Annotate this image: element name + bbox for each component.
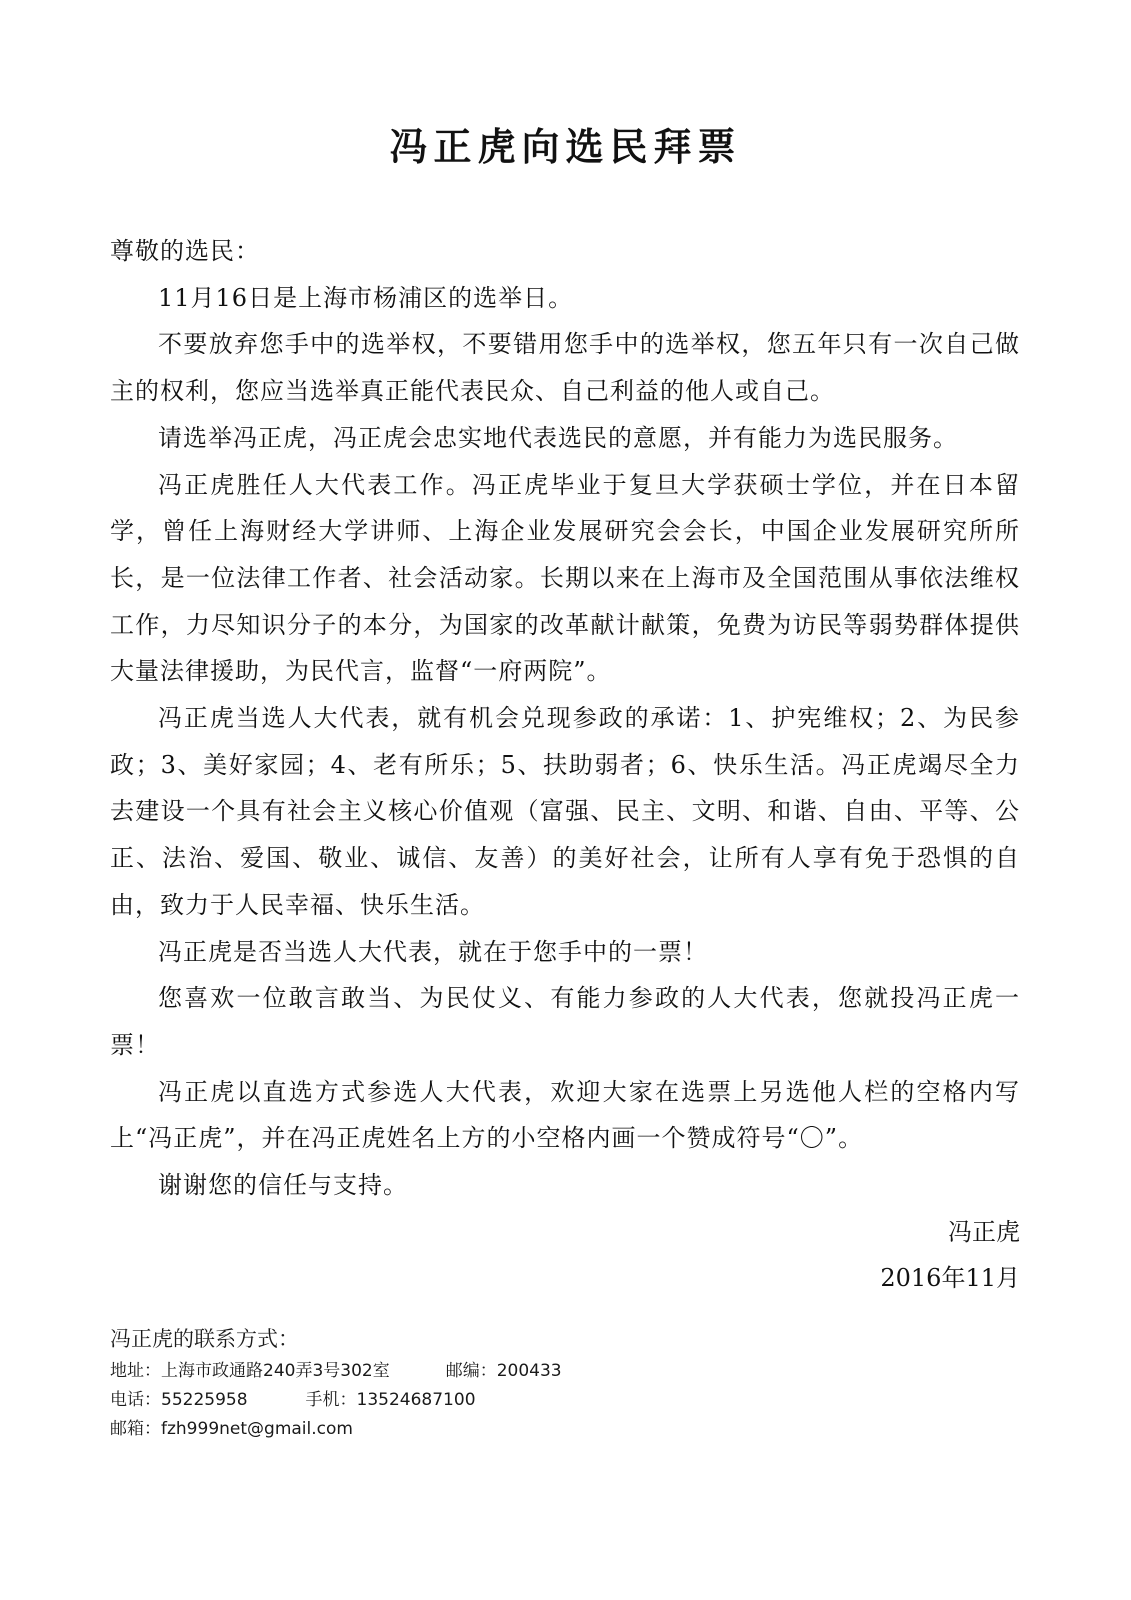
contact-email: 邮箱：fzh999net@gmail.com [110, 1419, 353, 1439]
contact-phone: 电话：55225958 [110, 1390, 248, 1410]
letter-body [110, 228, 1020, 1209]
contact-email-row [110, 1415, 1010, 1444]
paragraph-thanks: 谢谢您的信任与支持。 [158, 1171, 408, 1200]
salutation: 尊敬的选民： [110, 237, 260, 265]
paragraph-ballot-instructions: 冯正虎以直选方式参选人大代表，欢迎大家在选票上另选他人栏的空格内写上“冯正虎”，并在冯正虎姓名上方的小空格内画一个赞成符号“〇”。 [110, 1077, 1020, 1153]
paragraph-promises: 冯正虎当选人大代表，就有机会兑现参政的承诺：1、护宪维权；2、为民参政；3、美好家园；4、老有所乐；5、扶助弱者；6、快乐生活。冯正虎竭尽全力去建设一个具有社会主义核心价值观（富强、民主、文明、和谐、自由、平等、公正、法治、爱国、敬业、诚信、友善）的美好社会，让所有人享有免于恐惧的自由，致力于人民幸福、快乐生活。 [110, 704, 1020, 919]
paragraph-qualifications: 冯正虎胜任人大代表工作。冯正虎毕业于复旦大学获硕士学位，并在日本留学，曾任上海财经大学讲师、上海企业发展研究会会长，中国企业发展研究所所长，是一位法律工作者、社会活动家。长期以来在上海市及全国范围从事依法维权工作，力尽知识分子的本分，为国家的改革献计献策，免费为访民等弱势群体提供大量法律援助，为民代言，监督“一府两院”。 [110, 470, 1020, 686]
contact-postcode: 邮编：200433 [445, 1361, 562, 1381]
signature-date: 2016年11月 [880, 1264, 1020, 1292]
contact-mobile: 手机：13524687100 [305, 1390, 476, 1410]
contact-heading: 冯正虎的联系方式： [110, 1327, 299, 1351]
contact-address-row [110, 1357, 1010, 1386]
signature-name: 冯正虎 [948, 1218, 1020, 1246]
paragraph-election-day: 11月16日是上海市杨浦区的选举日。 [158, 283, 574, 312]
paragraph-request: 请选举冯正虎，冯正虎会忠实地代表选民的意愿，并有能力为选民服务。 [158, 423, 958, 452]
contact-address: 地址：上海市政通路240弄3号302室 [110, 1361, 390, 1381]
paragraph-your-vote: 冯正虎是否当选人大代表，就在于您手中的一票！ [158, 937, 708, 966]
letter-title: 冯正虎向选民拜票 [389, 124, 742, 169]
contact-block [110, 1323, 1010, 1444]
paragraph-voting-right: 不要放弃您手中的选举权，不要错用您手中的选举权，您五年只有一次自己做主的权利，您应当选举真正能代表民众、自己利益的他人或自己。 [110, 330, 1020, 406]
paragraph-vote-appeal: 您喜欢一位敢言敢当、为民仗义、有能力参政的人大代表，您就投冯正虎一票！ [110, 984, 1020, 1059]
contact-phone-row [110, 1386, 1010, 1415]
